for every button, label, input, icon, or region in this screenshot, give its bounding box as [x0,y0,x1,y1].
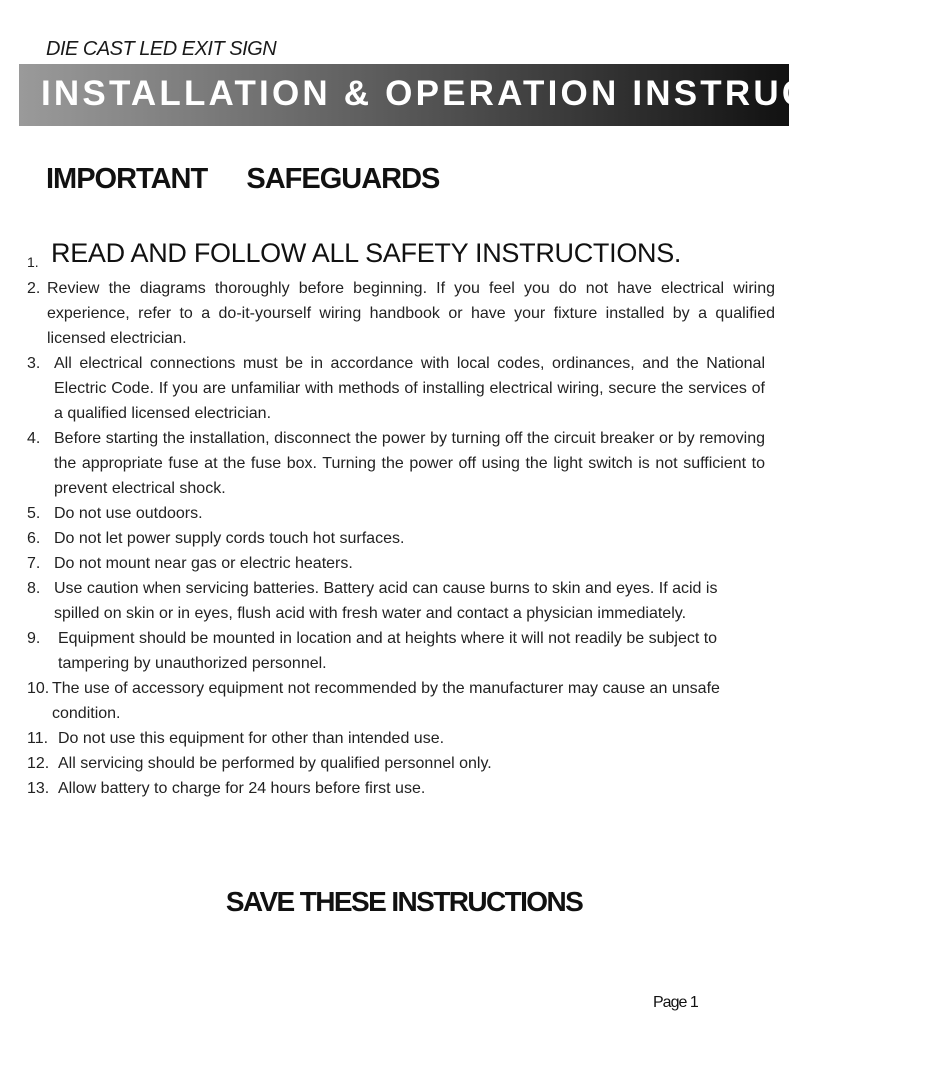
item-text: The use of accessory equipment not recommended by the manufacturer may cause an unsafe condition. [52,680,720,722]
list-item [27,236,775,270]
item-number: 4. [27,430,41,447]
title-banner [19,64,933,126]
save-instructions-heading: SAVE THESE INSTRUCTIONS [225,886,583,917]
list-item [27,351,775,426]
safeguards-list [27,236,775,801]
item-number: 8. [27,580,41,597]
list-item [27,576,775,626]
item-text: Review the diagrams thoroughly before beginning. If you feel you do not have electrical wiring experience, refer to a do-it-yourself wiring handbook or have your fixture installed by a qualified licensed electrician. [47,280,775,347]
item-text: Allow battery to charge for 24 hours before first use. [58,780,426,797]
item-number: 13. [27,780,50,797]
item-text: Before starting the installation, disconnect the power by turning off the circuit breaker or by removing the appropriate fuse at the fuse box. Turning the power off using the light switch is not sufficient to prevent electrical shock. [54,430,765,497]
item-number: 7. [27,555,41,572]
item-text: READ AND FOLLOW ALL SAFETY INSTRUCTIONS. [51,238,682,268]
list-item [27,426,775,501]
list-item [27,751,775,776]
list-item [27,501,775,526]
item-text: All electrical connections must be in accordance with local codes, ordinances, and the National Electric Code. If you are unfamiliar with methods of installing electrical wiring, secure the services of a qualified licensed electrician. [54,355,765,422]
section-heading: IMPORTANT SAFEGUARDS [46,163,440,195]
item-text: Do not let power supply cords touch hot surfaces. [54,530,405,547]
list-item [27,676,775,726]
item-number: 9. [27,630,41,647]
item-text: Do not use this equipment for other than intended use. [58,730,445,747]
item-text: Do not mount near gas or electric heaters. [54,555,353,572]
item-number: 5. [27,505,41,522]
document-subtitle: DIE CAST LED EXIT SIGN [46,38,277,60]
item-number: 2. [27,280,41,297]
list-item [27,726,775,751]
list-item [27,276,775,351]
item-number: 10. [27,680,50,697]
item-number: 1. [27,254,39,270]
page-number: Page 1 [653,994,698,1011]
item-number: 6. [27,530,41,547]
item-number: 3. [27,355,41,372]
list-item [27,776,775,801]
list-item [27,626,775,676]
list-item [27,526,775,551]
list-item [27,551,775,576]
item-text: All servicing should be performed by qualified personnel only. [58,755,492,772]
item-text: Equipment should be mounted in location and at heights where it will not readily be subject to tampering by unauthorized personnel. [58,630,718,672]
item-number: 11. [27,730,49,747]
banner-title: INSTALLATION & OPERATION INSTRUCTIONS [41,74,933,113]
item-number: 12. [27,755,50,772]
item-text: Use caution when servicing batteries. Battery acid can cause burns to skin and eyes. If acid is spilled on skin or in eyes, flush acid with fresh water and contact a physician immediately. [54,580,718,622]
item-text: Do not use outdoors. [54,505,203,522]
